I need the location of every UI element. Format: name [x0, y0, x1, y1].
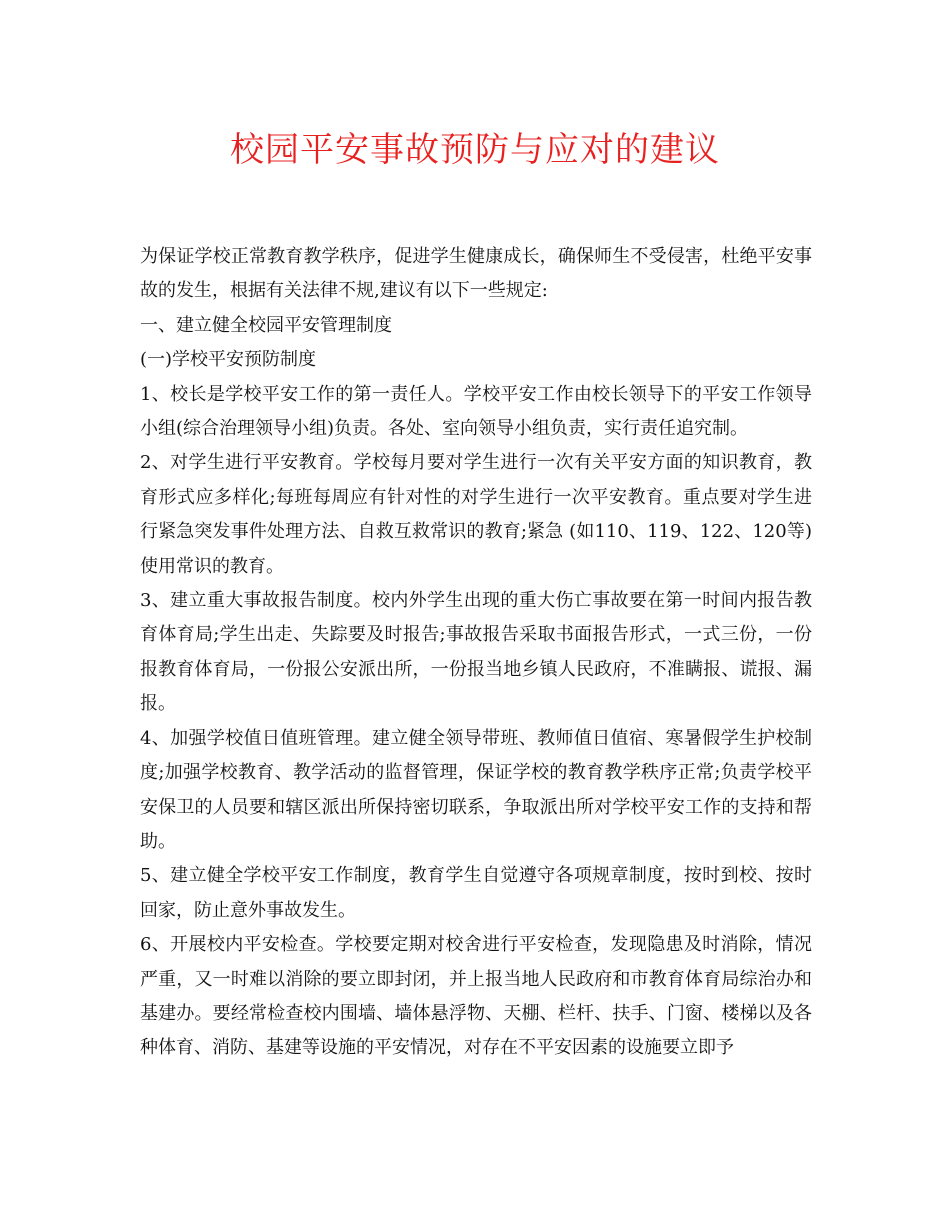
paragraph-item-5: 5、建立健全学校平安工作制度，教育学生自觉遵守各项规章制度，按时到校、按时回家，防止意外事故发生。: [140, 865, 812, 921]
paragraph-item-1: 1、校长是学校平安工作的第一责任人。学校平安工作由校长领导下的平安工作领导小组(综合治理领导小组)负责。各处、室向领导小组负责，实行责任追究制。: [140, 383, 812, 440]
section-heading-1: 一、建立健全校园平安管理制度: [140, 314, 392, 336]
paragraph-item-4: 4、加强学校值日值班管理。建立健全领导带班、教师值日值宿、寒暑假学生护校制度;加强学校教育、教学活动的监督管理，保证学校的教育教学秩序正常;负责学校平安保卫的人员要和辖区派出所保持密切联系，争取派出所对学校平安工作的支持和帮助。: [140, 727, 812, 852]
paragraph-item-6: 6、开展校内平安检查。学校要定期对校舍进行平安检查，发现隐患及时消除，情况严重，又一时难以消除的要立即封闭，并上报当地人民政府和市教育体育局综治办和基建办。要经常检查校内围墙、墙体悬浮物、天棚、栏杆、扶手、门窗、楼梯以及各种体育、消防、基建等设施的平安情况，对存在不平安因素的设施要立即予: [140, 934, 812, 1059]
paragraph-intro: 为保证学校正常教育教学秩序，促进学生健康成长，确保师生不受侵害，杜绝平安事故的发生，根据有关法律不规,建议有以下一些规定:: [140, 246, 812, 302]
document-title: 校园平安事故预防与应对的建议: [230, 130, 720, 170]
paragraph-item-3: 3、建立重大事故报告制度。校内外学生出现的重大伤亡事故要在第一时间内报告教育体育局;学生出走、失踪要及时报告;事故报告采取书面报告形式，一式三份，一份报教育体育局，一份报公安派出所，一份报当地乡镇人民政府，不准瞒报、谎报、漏报。: [140, 590, 812, 715]
subsection-heading-1: (一)学校平安预防制度: [140, 349, 317, 371]
paragraph-item-2: 2、对学生进行平安教育。学校每月要对学生进行一次有关平安方面的知识教育，教育形式应多样化;每班每周应有针对性的对学生进行一次平安教育。重点要对学生进行紧急突发事件处理方法、自救互救常识的教育;紧急 (如110、119、122、120等)使用常识的教育。: [140, 452, 812, 577]
document-body: [140, 240, 812, 1066]
